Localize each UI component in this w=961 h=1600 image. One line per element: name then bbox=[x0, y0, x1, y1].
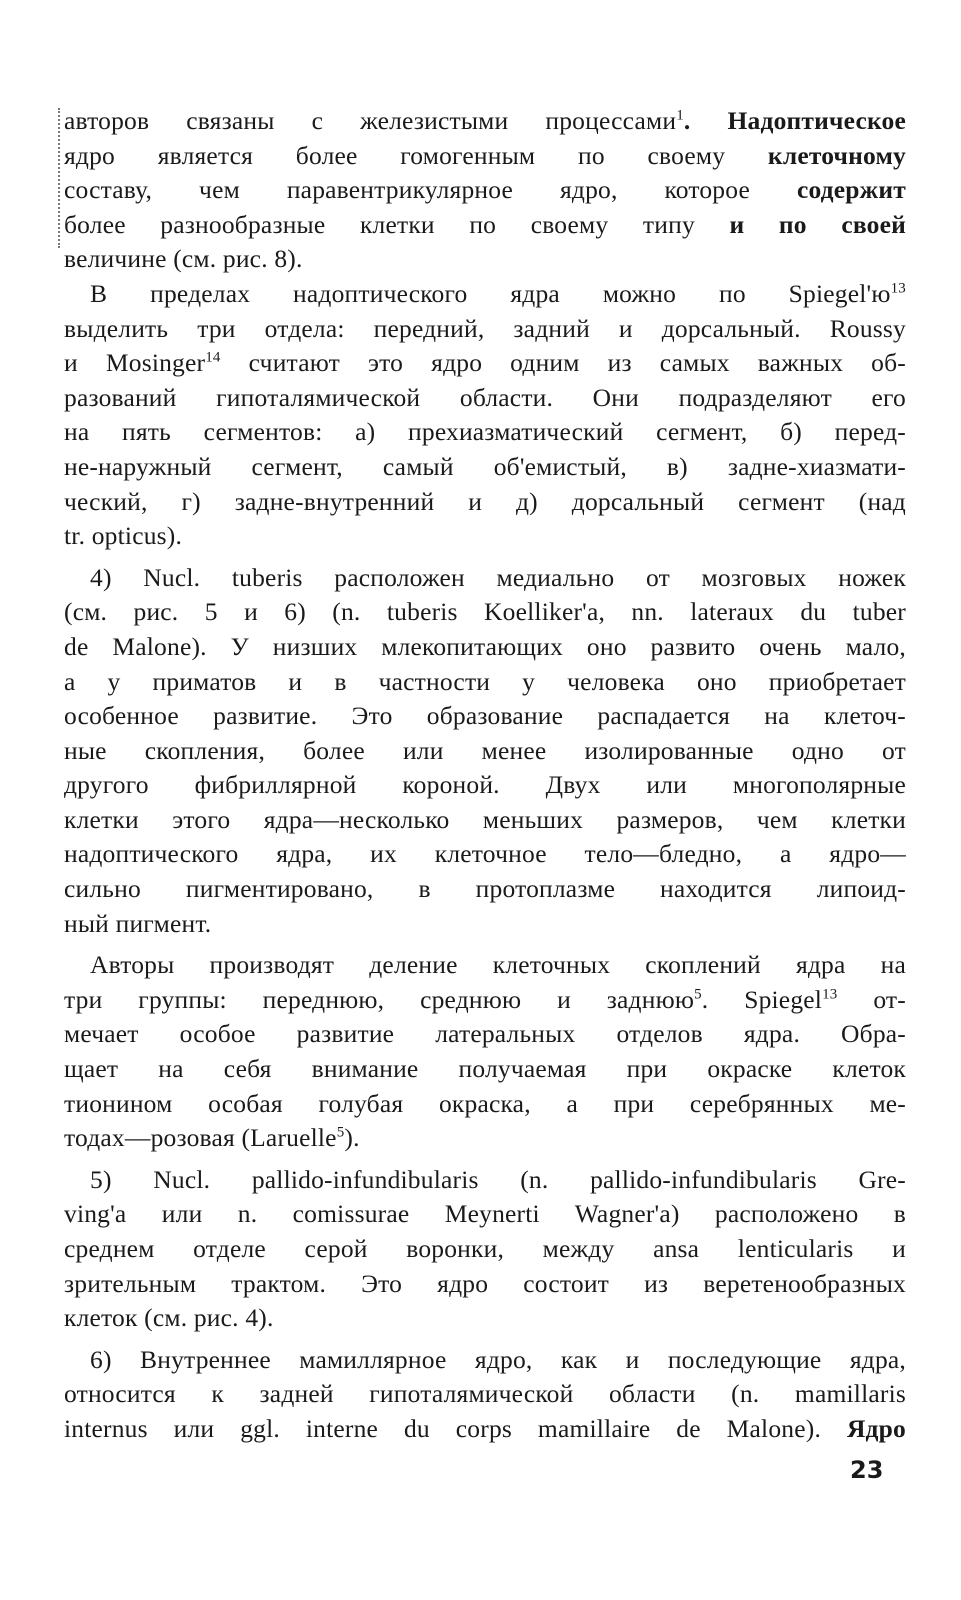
text-span: клеток (см. рис. 4). bbox=[64, 1303, 274, 1333]
text-line bbox=[64, 1197, 906, 1232]
text-span: выделить три отдела: передний, задний и дорсальный. Roussy bbox=[64, 313, 906, 343]
text-span: другого фибриллярной короной. Двух или многополярные bbox=[64, 770, 906, 800]
text-line bbox=[64, 1343, 906, 1378]
text-span: величине (см. рис. 8). bbox=[64, 244, 303, 274]
text-line bbox=[64, 1017, 906, 1052]
text-span: авторов связаны с железистыми процессами bbox=[64, 106, 677, 135]
text-span: относится к задней гипоталямической области (n. mamillaris bbox=[64, 1379, 906, 1409]
text-span: тодах—розовая (Laruelle bbox=[64, 1123, 337, 1153]
text-line bbox=[64, 948, 906, 983]
text-line bbox=[64, 485, 906, 520]
text-span: особенное развитие. Это образование распадается на клеточ- bbox=[64, 701, 906, 731]
footnote-marker: 5 bbox=[694, 986, 702, 1003]
footnote-marker: 5 bbox=[336, 1124, 345, 1141]
text-span: Авторы производят деление клеточных скоплений ядра на bbox=[90, 950, 906, 980]
text-line bbox=[64, 561, 906, 596]
text-span: на пять сегментов: а) прехиазматический сегмент, б) перед- bbox=[64, 417, 906, 447]
text-span: и Mosinger bbox=[64, 348, 206, 378]
text-line bbox=[64, 699, 906, 734]
text-span: сильно пигментировано, в протоплазме находится липоид- bbox=[64, 874, 906, 904]
text-line bbox=[64, 1232, 906, 1267]
text-line bbox=[64, 173, 906, 208]
text-line bbox=[64, 734, 906, 769]
text-line bbox=[64, 312, 906, 347]
text-span: тионином особая голубая окраска, а при серебрянных ме- bbox=[64, 1088, 906, 1118]
footnote-marker: 1 bbox=[676, 107, 684, 124]
text-span: ный пигмент. bbox=[64, 908, 212, 938]
text-span: более разнообразные клетки по своему типу bbox=[64, 209, 695, 239]
text-span: 5) Nucl. pallido-infundibularis (n. pallido-infundibularis Gre- bbox=[90, 1164, 906, 1194]
text-span: . Spiegel bbox=[701, 984, 823, 1014]
text-line bbox=[64, 104, 906, 139]
text-line bbox=[64, 837, 906, 872]
text-span: ving'a или n. comissurae Meynerti Wagner'a) расположено в bbox=[64, 1199, 906, 1229]
text-line bbox=[64, 1052, 906, 1087]
text-line bbox=[64, 208, 906, 243]
text-line bbox=[64, 1377, 906, 1412]
paragraph-gap bbox=[64, 941, 906, 948]
text-line bbox=[64, 277, 906, 312]
text-span: ные скопления, более или менее изолированные одно от bbox=[64, 735, 906, 765]
text-line bbox=[64, 1301, 906, 1336]
text-line bbox=[64, 665, 906, 700]
text-span: tr. opticus). bbox=[64, 521, 183, 551]
text-span: зрительным трактом. Это ядро состоит из веретенообразных bbox=[64, 1268, 906, 1298]
text-span: считают это ядро одним из самых важных об- bbox=[220, 348, 906, 378]
paragraph-gap bbox=[64, 1156, 906, 1163]
text-line bbox=[64, 1163, 906, 1198]
text-line bbox=[64, 803, 906, 838]
text-span: щает на себя внимание получаемая при окраске клеток bbox=[64, 1054, 906, 1084]
text-span: ядро является более гомогенным по своему bbox=[64, 140, 726, 170]
text-span: не-наружный сегмент, самый об'емистый, в) задне-хиазмати- bbox=[64, 451, 906, 481]
text-line bbox=[64, 1267, 906, 1302]
text-line bbox=[64, 242, 906, 277]
bold-text: Ядро bbox=[821, 1413, 906, 1443]
text-span: internus или ggl. interne du corps mamillaire de Malone). bbox=[64, 1413, 822, 1443]
bold-text: клеточному bbox=[725, 140, 906, 170]
bold-text: . Надоптическое bbox=[683, 106, 906, 135]
text-span: среднем отделе серой воронки, между ansa lenticularis и bbox=[64, 1234, 906, 1263]
text-span: (см. рис. 5 и 6) (n. tuberis Koelliker'a, nn. lateraux du tuber bbox=[64, 597, 906, 627]
text-span: надоптического ядра, их клеточное тело—бледно, а ядро— bbox=[64, 839, 906, 869]
text-span: 6) Внутреннее мамиллярное ядро, как и последующие ядра, bbox=[90, 1344, 906, 1374]
page-number: 23 bbox=[850, 1456, 884, 1484]
text-line bbox=[64, 139, 906, 174]
text-span: от- bbox=[837, 984, 906, 1014]
text-line bbox=[64, 519, 906, 554]
text-line bbox=[64, 983, 906, 1018]
bold-text: и по своей bbox=[694, 209, 906, 239]
text-line bbox=[64, 768, 906, 803]
text-span: de Malone). У низших млекопитающих оно развито очень мало, bbox=[64, 631, 906, 661]
footnote-marker: 14 bbox=[205, 349, 221, 366]
text-line bbox=[64, 595, 906, 630]
text-line bbox=[64, 415, 906, 450]
bold-text: содержит bbox=[750, 175, 906, 205]
text-line bbox=[64, 630, 906, 665]
text-span: клетки этого ядра—несколько меньших размеров, чем клетки bbox=[64, 804, 906, 834]
text-line bbox=[64, 1412, 906, 1447]
text-span: а у приматов и в частности у человека оно приобретает bbox=[64, 666, 906, 696]
text-span: составу, чем паравентрикулярное ядро, которое bbox=[64, 175, 751, 205]
text-span: ческий, г) задне-внутренний и д) дорсальный сегмент (над bbox=[64, 486, 906, 516]
text-span: В пределах надоптического ядра можно по Spiegel'ю bbox=[90, 278, 891, 308]
text-line bbox=[64, 1087, 906, 1122]
page-text bbox=[64, 104, 906, 1447]
text-line bbox=[64, 907, 906, 942]
footnote-marker: 13 bbox=[822, 986, 838, 1003]
text-span: мечает особое развитие латеральных отделов ядра. Обра- bbox=[64, 1019, 906, 1049]
margin-mark bbox=[58, 108, 62, 248]
paragraph-gap bbox=[64, 1336, 906, 1343]
text-span: разований гипоталямической области. Они подразделяют его bbox=[64, 382, 906, 412]
text-span: ). bbox=[344, 1123, 360, 1153]
footnote-marker: 13 bbox=[890, 280, 906, 297]
text-line bbox=[64, 1121, 906, 1156]
text-line bbox=[64, 346, 906, 381]
text-line bbox=[64, 872, 906, 907]
text-line bbox=[64, 450, 906, 485]
paragraph-gap bbox=[64, 554, 906, 561]
text-line bbox=[64, 381, 906, 416]
text-span: три группы: переднюю, среднюю и заднюю bbox=[64, 984, 695, 1014]
text-span: 4) Nucl. tuberis расположен медиально от мозговых ножек bbox=[90, 562, 906, 592]
